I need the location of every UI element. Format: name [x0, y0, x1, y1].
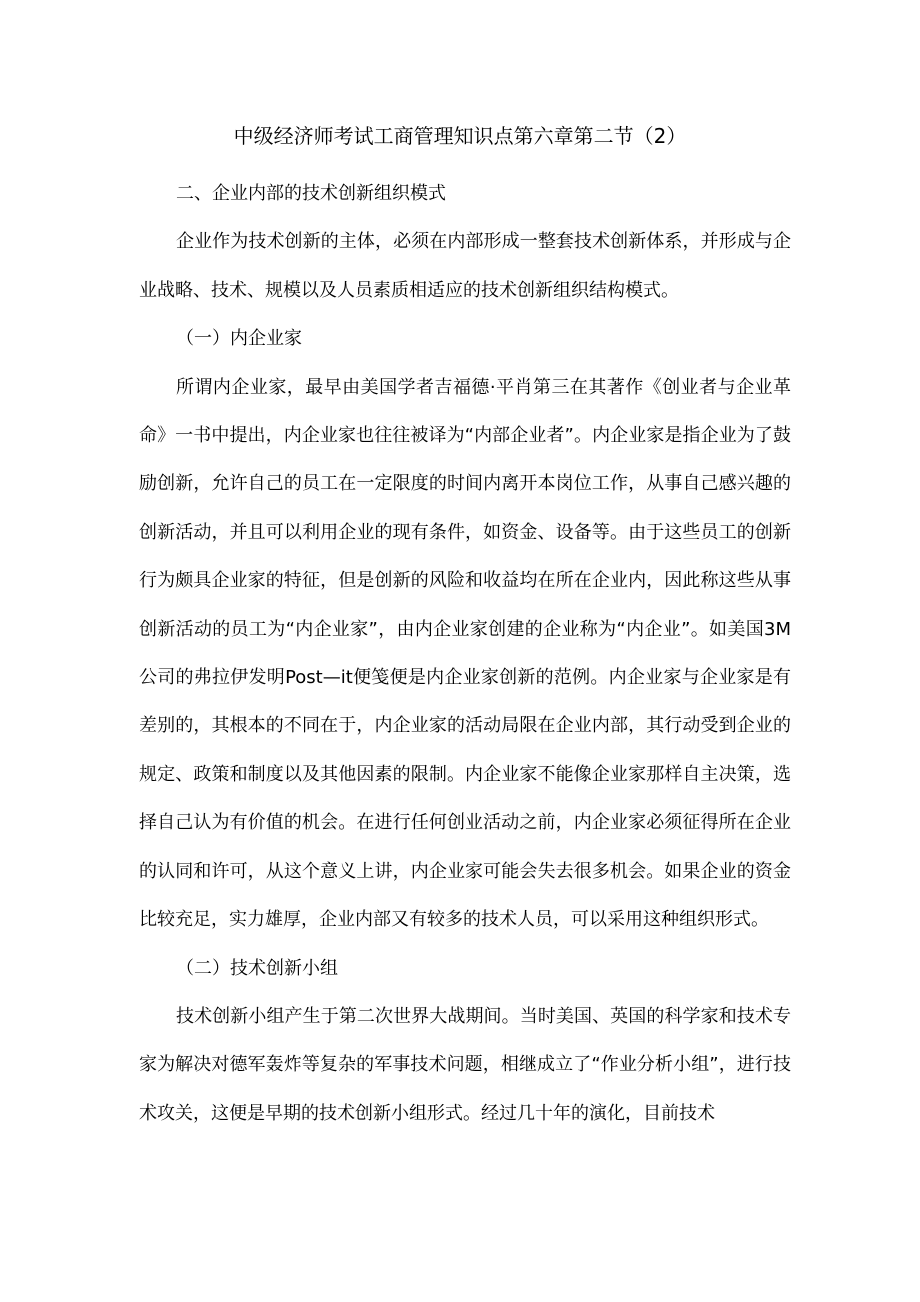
- subsection-heading-innovation-team: （二）技术创新小组: [176, 957, 338, 979]
- section-heading: 二、企业内部的技术创新组织模式: [176, 183, 446, 204]
- innovation-team-paragraph: 技术创新小组产生于第二次世界大战期间。当时美国、英国的科学家和技术专家为解决对德军轰炸等复杂的军事技术问题，相继成立了“作业分析小组”，进行技术攻关，这便是早期的技术创新小组形式。经过几十年的演化，目前技术: [139, 1005, 791, 1124]
- intro-paragraph: 企业作为技术创新的主体，必须在内部形成一整套技术创新体系，并形成与企业战略、技术、规模以及人员素质相适应的技术创新组织结构模式。: [139, 231, 791, 301]
- subsection-heading-intrapreneur: （一）内企业家: [176, 328, 302, 350]
- intrapreneur-paragraph: 所谓内企业家，最早由美国学者吉福德·平肖第三在其著作《创业者与企业革命》一书中提出，内企业家也往往被译为“内部企业者”。内企业家是指企业为了鼓励创新，允许自己的员工在一定限度的时间内离开本岗位工作，从事自己感兴趣的创新活动，并且可以利用企业的现有条件，如资金、设备等。由于这些员工的创新行为颇具企业家的特征，但是创新的风险和收益均在所在企业内，因此称这些从事创新活动的员工为“内企业家”，由内企业家创建的企业称为“内企业”。如美国3M公司的弗拉伊发明Post—it便笺便是内企业家创新的范例。内企业家与企业家是有差别的，其根本的不同在于，内企业家的活动局限在企业内部，其行动受到企业的规定、政策和制度以及其他因素的限制。内企业家不能像企业家那样自主决策，选择自己认为有价值的机会。在进行任何创业活动之前，内企业家必须征得所在企业的认同和许可，从这个意义上讲，内企业家可能会失去很多机会。如果企业的资金比较充足，实力雄厚，企业内部又有较多的技术人员，可以采用这种组织形式。: [139, 376, 791, 931]
- document-title: 中级经济师考试工商管理知识点第六章第二节（2）: [233, 124, 687, 148]
- document-body: [139, 170, 791, 1138]
